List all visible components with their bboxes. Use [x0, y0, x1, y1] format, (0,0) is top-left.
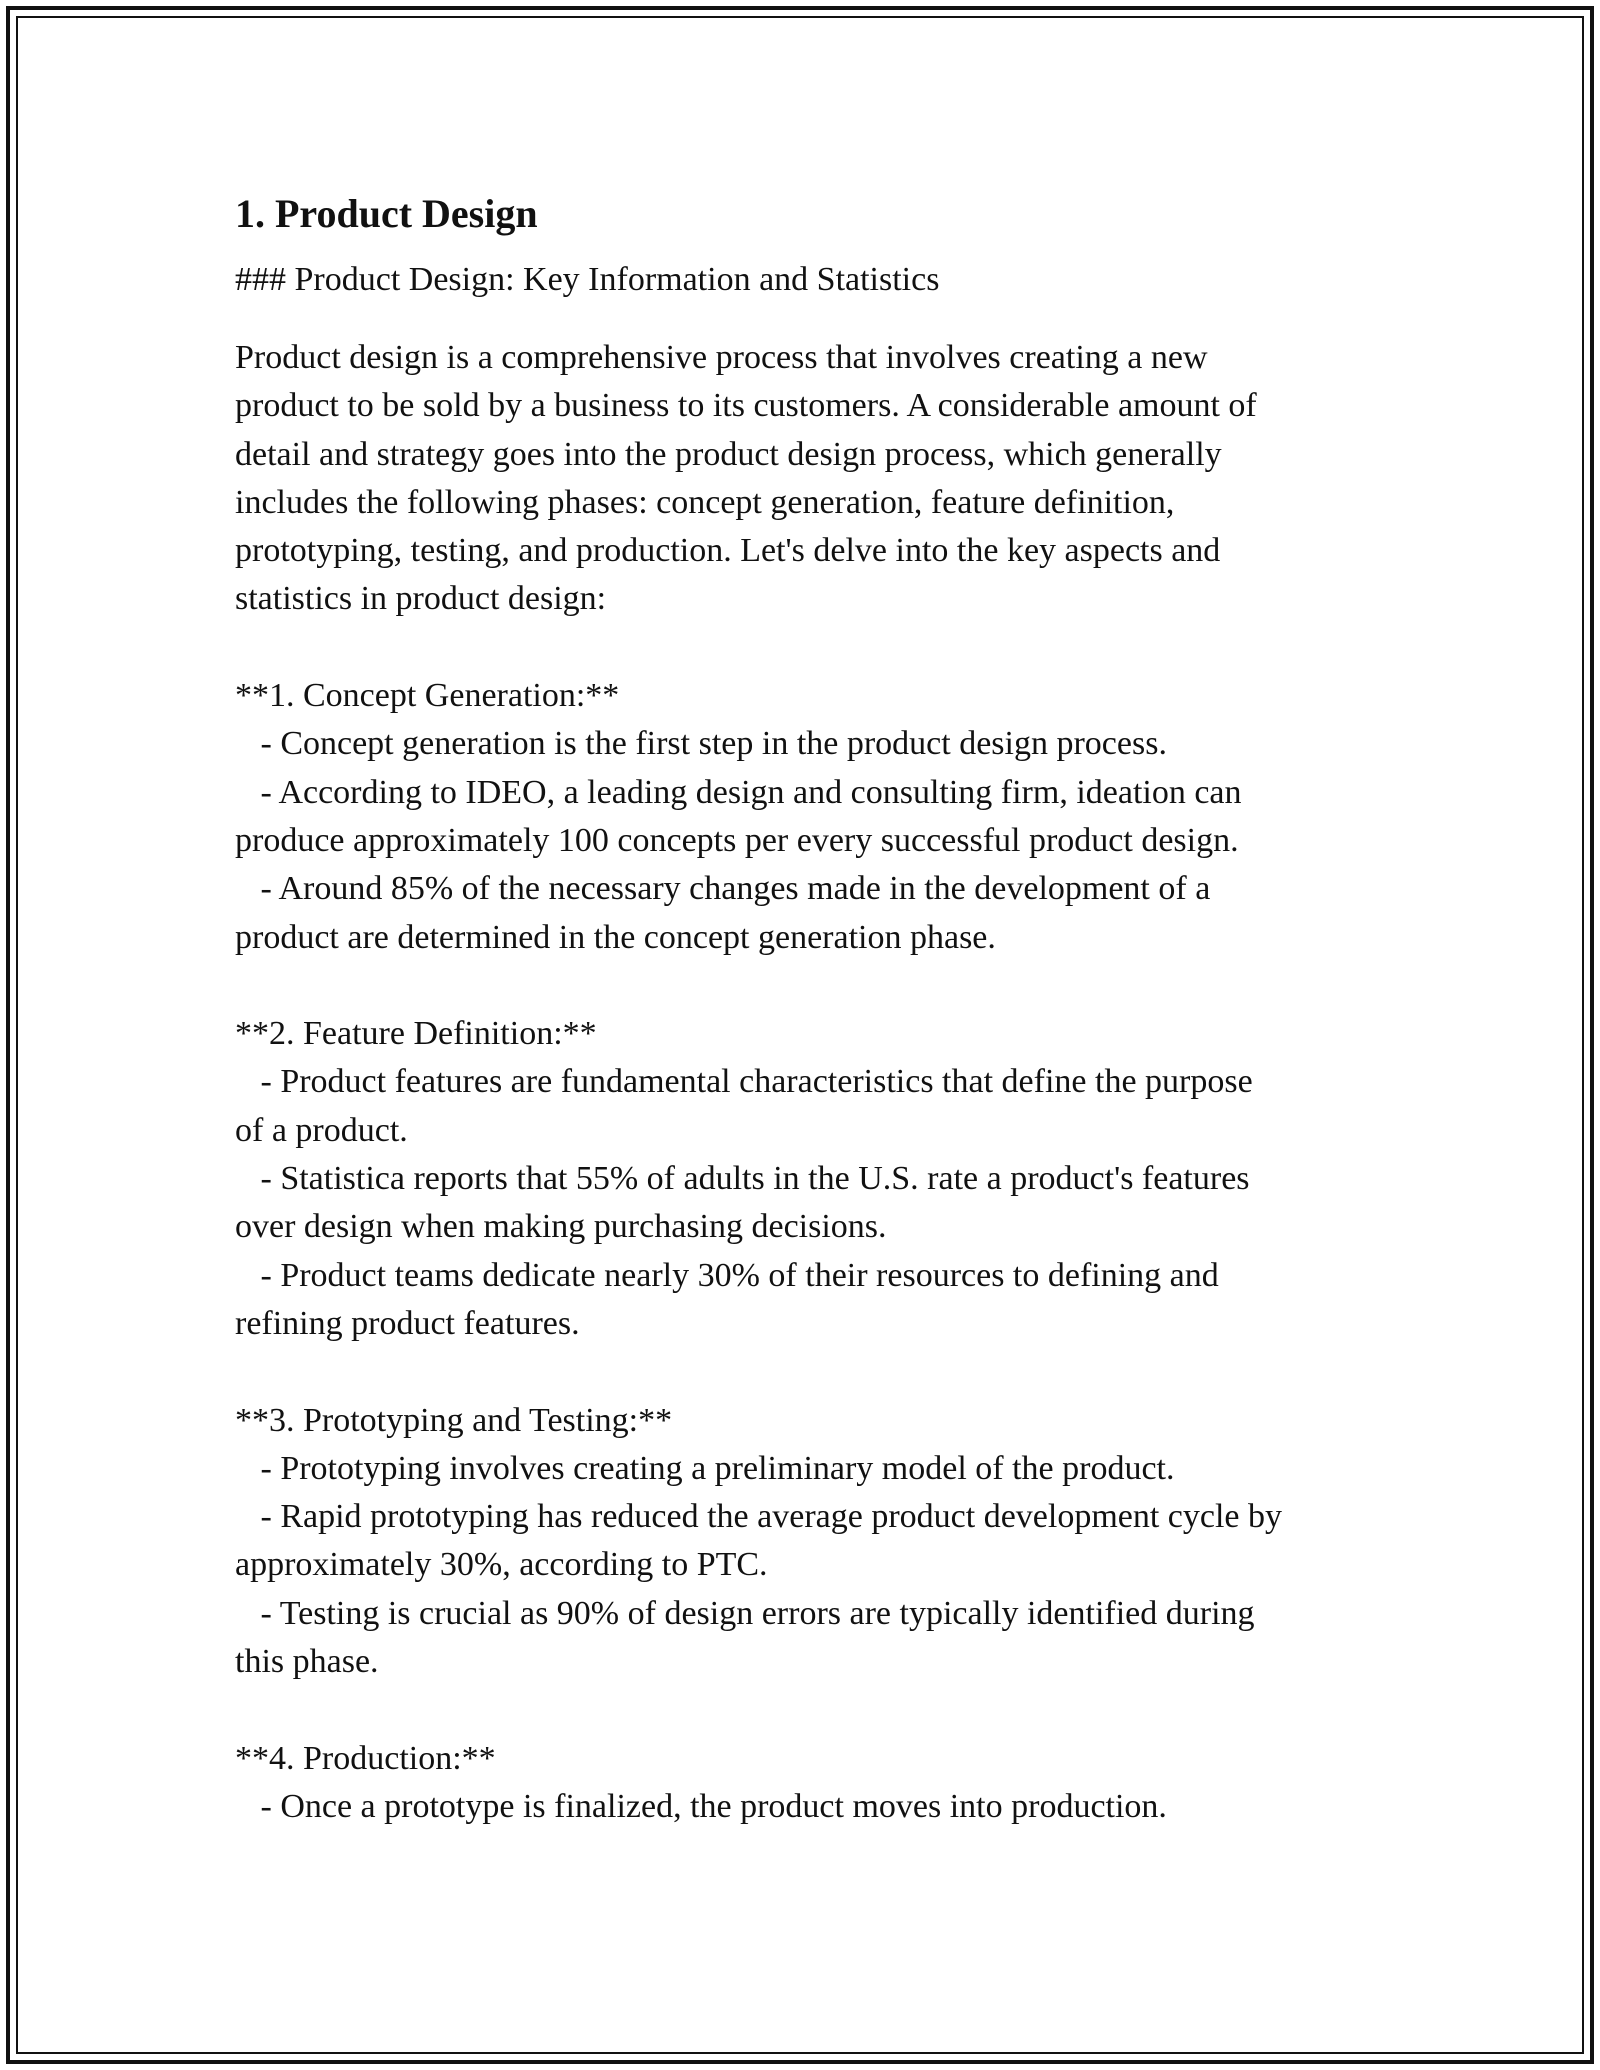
- section-line: - Once a prototype is finalized, the product moves into production.: [235, 1787, 1167, 1825]
- document-title: 1. Product Design: [235, 191, 538, 236]
- spacer: [235, 1686, 1395, 1734]
- section-concept-generation: [235, 672, 1395, 962]
- section-heading: **2. Feature Definition:**: [235, 1015, 597, 1053]
- section-line: product are determined in the concept generation phase.: [235, 918, 996, 956]
- section-line: - Concept generation is the first step in the product design process.: [235, 725, 1167, 763]
- section-line: refining product features.: [235, 1304, 580, 1342]
- section-feature-definition: [235, 1010, 1395, 1348]
- section-line: - Around 85% of the necessary changes made in the development of a: [235, 870, 1211, 908]
- section-line: approximately 30%, according to PTC.: [235, 1546, 768, 1584]
- section-line: - Rapid prototyping has reduced the average product development cycle by: [235, 1498, 1283, 1536]
- intro-paragraph: [235, 334, 1395, 624]
- intro-line: includes the following phases: concept generation, feature definition,: [235, 483, 1175, 521]
- section-line: - Product features are fundamental characteristics that define the purpose: [235, 1063, 1253, 1101]
- spacer: [235, 962, 1395, 1010]
- spacer: [235, 1348, 1395, 1396]
- intro-line: prototyping, testing, and production. Let's delve into the key aspects and: [235, 532, 1221, 570]
- section-line: - Testing is crucial as 90% of design errors are typically identified during: [235, 1594, 1255, 1632]
- section-production: [235, 1735, 1395, 1832]
- section-line: - Product teams dedicate nearly 30% of their resources to defining and: [235, 1256, 1219, 1294]
- intro-line: detail and strategy goes into the product design process, which generally: [235, 435, 1222, 473]
- intro-line: Product design is a comprehensive process that involves creating a new: [235, 339, 1208, 376]
- section-heading: **3. Prototyping and Testing:**: [235, 1401, 673, 1439]
- section-line: - According to IDEO, a leading design and consulting firm, ideation can: [235, 773, 1242, 811]
- section-line: - Statistica reports that 55% of adults in the U.S. rate a product's features: [235, 1160, 1250, 1198]
- section-heading: **1. Concept Generation:**: [235, 677, 620, 715]
- spacer: [235, 304, 1395, 334]
- section-line: of a product.: [235, 1111, 408, 1149]
- intro-line: product to be sold by a business to its customers. A considerable amount of: [235, 387, 1257, 425]
- document-body: [235, 186, 1395, 1831]
- section-heading: **4. Production:**: [235, 1739, 496, 1777]
- document-subtitle: ### Product Design: Key Information and Statistics: [235, 261, 940, 298]
- intro-line: statistics in product design:: [235, 580, 607, 618]
- spacer: [235, 624, 1395, 672]
- section-line: this phase.: [235, 1643, 379, 1681]
- section-line: produce approximately 100 concepts per every successful product design.: [235, 821, 1239, 859]
- section-prototyping-testing: [235, 1397, 1395, 1687]
- section-line: over design when making purchasing decisions.: [235, 1208, 887, 1246]
- section-line: - Prototyping involves creating a preliminary model of the product.: [235, 1449, 1175, 1487]
